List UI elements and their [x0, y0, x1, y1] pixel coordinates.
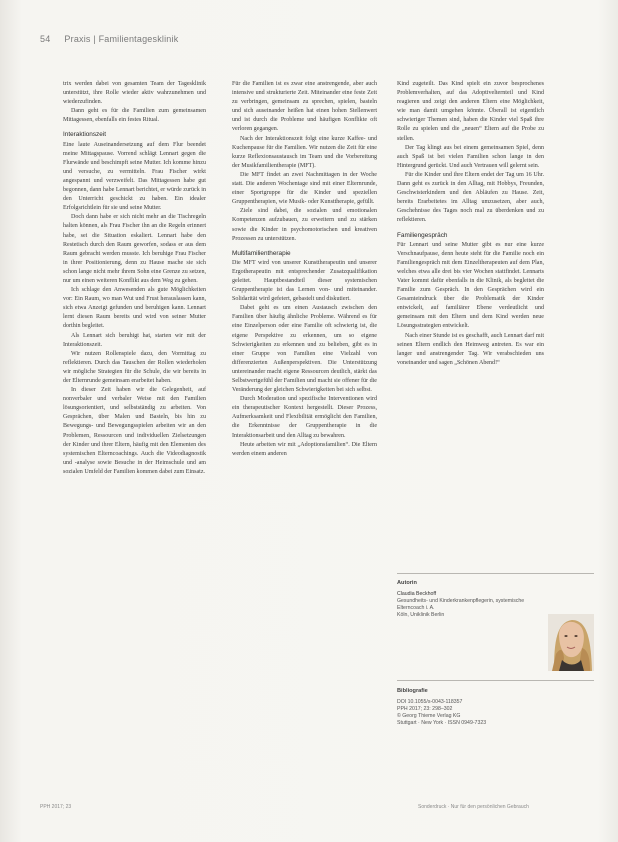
divider — [397, 573, 594, 574]
text-column-3 — [397, 80, 544, 368]
author-photo — [548, 614, 594, 671]
subheading-familiengespraech: Familiengespräch — [397, 231, 448, 239]
page-header — [40, 34, 178, 44]
paragraph: Für Lennart und seine Mutter gibt es nur eine kurze Verschnaufpause, denn heute steht für die Familie noch ein Familiengespräch mit dem Einzeltherapeuten auf dem Plan, welches etwa alle drei bis vier Wochen stattfindet. Lennarts Vater kommt dafür ebenfalls in die Klinik, als begleitet die Familie zum Gespräch. In den Gesprächen wird ein Gesamteindruck über die Problematik der Kinder entwickelt, auf familiärer Ebene verdeutlicht und gemeinsam mit den Eltern und dem Kind werden neue Lösungsstrategien entwickelt. — [397, 241, 544, 330]
paragraph: Nach einer Stunde ist es geschafft, auch Lennart darf mit seinen Eltern endlich den Heimweg antreten. Es war ein langer und anstrengender Tag. Wir verabschieden uns voneinander und sagen „Schönen Abend!“ — [397, 332, 544, 366]
paragraph: Durch Moderation und spezifische Interventionen wird ein therapeutischer Kontext hergestellt. Dieser Prozess, Aufmerksamkeit und Flexibilität ermöglicht den Familien, die Erkenntnisse der Gruppentherapie in die Interaktionsarbeit und den Alltag zu bewahren. — [232, 396, 377, 439]
paragraph: Wir nutzen Rollenspiele dazu, den Vormittag zu reflektieren. Durch das Tauschen der Rollen wiederholen wir mögliche Strategien für die Schule, die wir bereits in der Elternrunde gemeinsam erarbeitet haben. — [63, 350, 206, 384]
paragraph: Dabei geht es um einen Austausch zwischen den Familien über häufig ähnliche Probleme. Während es für eine Einzelperson oder eine Familie oft schwierig ist, die eigene Perspektive zu erkennen, um so eigene Schwierigkeiten zu erkennen und zu belieben, gibt es in einer Gruppe von Familien eine Vielzahl von differenzierten Außenperspektiven. Die Unterstützung untereinander macht eigene Ressourcen deutlich, stärkt das Selbstwertgefühl der Familien und macht sie offener für die Veränderung der gleichen Schwierigkeiten bei sich selbst. — [232, 305, 377, 394]
subheading-multifamilientherapie: Multifamilientherapie — [232, 249, 291, 257]
paragraph: Dann geht es für die Familien zum gemeinsamen Mittagessen, ebenfalls ein festes Ritual. — [63, 108, 206, 124]
footer-left: PPH 2017; 23 — [40, 804, 72, 810]
author-box — [397, 580, 549, 619]
paragraph: In dieser Zeit haben wir die Gelegenheit, auf nonverbaler und verbaler Weise mit den Familien lösungsorientiert, und selbstständig zu arbeiten. Von Gesprächen, über Malen und Basteln, bis hin zu Bewegungs- und Bewegungsspielen arbeiten wir an den Problemen, Ressourcen und individuellen Zielsetzungen der Kinder und ihrer Eltern, häufig mit den Elementen des systemischen Elterncoachings. Auch die Videodiagnostik und -analyse sowie Besuche in der Heimschule und am sozialen Umfeld der Familien kommen dabei zum Einsatz. — [63, 387, 206, 475]
paragraph: Doch dann habe er sich nicht mehr an die Tischregeln halten können, als Frau Fischer ihn an die Regeln erinnert habe, sei die Situation eskaliert. Lennart habe den Restetisch durch den Raum geworfen, sodass er aus dem Raum gebracht werden musste. Ich beruhige Frau Fischer in ihrer Positionierung, denn zu Hause mache sie sich schon lange nicht mehr ihrem Sohn eine Grenze zu setzen, nur um einen weiteren Konflikt aus dem Weg zu gehen. — [63, 214, 206, 284]
paragraph: Ich schlage den Anwesenden als gute Möglichkeiten vor: Ein Raum, wo man Wut und Frust herauslassen kann, sich etwa Anzeigt gefunden und beruhigen kann. Lennart lernt diesen Raum bereits und wird von seiner Mutter dorthin begleitet. — [63, 287, 206, 330]
bibliography-citation: PPH 2017; 23: 298–302 — [397, 706, 453, 712]
subheading-interaktionszeit: Interaktionszeit — [63, 131, 106, 139]
paragraph: Für die Familien ist es zwar eine anstrengende, aber auch intensive und strukturierte Zeit. Miteinander eine feste Zeit zu verbringen, gemeinsam zu sprechen, spielen, basteln und sich auseinander heißen hat einen hohen Stellenwert und ist durch die Probleme und häufigen Konflikte oft verloren gegangen. — [232, 81, 377, 133]
paragraph: trix werden dabei von gesamten Team der Tagesklinik unterstützt, ihre Rolle wieder aktiv wahrzunehmen und wiederzufinden. — [63, 81, 206, 106]
paragraph: Für die Kinder und ihre Eltern endet der Tag um 16 Uhr. Dann geht es zurück in den Alltag, mit Hobbys, Freunden, Geschwisterkindern und den Abläufen zu Hause. Zeit, bereits Erarbeitetes im Alltag umzusetzen, aber auch, Geschehnisse des Tages noch mal zu überdenken und zu reflektieren. — [397, 171, 544, 224]
bibliography-heading: Bibliografie — [397, 688, 428, 694]
author-heading: Autorin — [397, 580, 417, 586]
divider — [397, 680, 594, 681]
text-column-1 — [63, 80, 206, 477]
text-column-2 — [232, 80, 377, 459]
paragraph: Kind zugeteilt. Das Kind spielt ein zuvor besprochenes Problemverhalten, auf das Adoptivelternteil und Kind reagieren und zeigt den anderen Eltern eine Möglichkeit, wie man damit umgehen könnte. Überall ist eigentlich schwieriger Themen sind, haben die Kinder viel Spaß ihre Rolle zu spielen und die „neuen“ Eltern auf die Probe zu stellen. — [397, 81, 544, 142]
author-role: Gesundheits- und Kinderkrankenpflegerin, systemische Elterncoach i. A. — [397, 598, 525, 611]
bibliography-publisher: © Georg Thieme Verlag KG — [397, 713, 461, 719]
paragraph: Ziele sind dabei, die sozialen und emotionalen Kompetenzen aufzubauen, zu erweitern und zu stärken sowie die Kinder in psychomotorischen und kreativen Prozessen zu unterstützen. — [232, 208, 377, 242]
section-title: Praxis | Familientagesklinik — [64, 34, 179, 44]
paragraph: Als Lennart sich beruhigt hat, starten wir mit der Interaktionszeit. — [63, 332, 206, 348]
bibliography-box — [397, 688, 547, 727]
author-name: Claudia Beckhoff — [397, 591, 437, 597]
footer-right: Sonderdruck · Nur für den persönlichen Gebrauch — [418, 804, 529, 810]
bibliography-issn: Stuttgart · New York · ISSN 0949-7323 — [397, 720, 487, 726]
page-number: 54 — [40, 34, 51, 44]
paragraph: Die MFT findet an zwei Nachmittagen in der Woche statt. Die anderen Wochentage sind mit einer Elternrunde, einer Sportgruppe für die Kinder und speziellen Gruppentherapien, wie Musik- oder Kunsttherapie, gefüllt. — [232, 171, 377, 206]
bibliography-doi: DOI 10.1055/s-0043-118357 — [397, 699, 463, 705]
paragraph: Eine laute Auseinandersetzung auf dem Flur beendet meine Mittagspause. Vorrend schlägt Lennart gegen die Flurwände und beschimpft seine Mutter. Ich komme hinzu und versuche, zu vermitteln. Frau Fischer wirkt angespannt und verzweifelt. Das Mittagessen habe gut begonnen, dann habe Lennart berichtet, er würde zurück in den Unterricht geschickt zu haben. Ein idealer Erfolgsrichtlein für sie und seine Mutter. — [63, 141, 206, 212]
paragraph: Heute arbeiten wir mit „Adoptionsfamilien“. Die Eltern werden einem anderen — [232, 441, 377, 457]
paragraph: Die MFT wird von unserer Kunsttherapeutin und unserer Ergotherapeutin mit entsprechender Zusatzqualifikation geleitet. Hauptbestandteil dieser systemischen Gruppentherapie ist das Lernen von- und miteinander. Solidarität wird gefeiert, gebastelt und diskutiert. — [232, 259, 377, 303]
author-affiliation: Köln, Uniklinik Berlin — [397, 612, 445, 618]
paragraph: Der Tag klingt aus bei einem gemeinsamen Spiel, denn auch Spaß ist bei vielen Familien schon lange in den Hintergrund gerückt. Und auch Vertrauen will gelernt sein. — [397, 144, 544, 169]
paragraph: Nach der Interaktionszeit folgt eine kurze Kaffee- und Kuchenpause für die Familien. Wir nutzen die Zeit für eine kurze Reflexionsaustausch im Team und die Vorbereitung der Musikfamilientherapie (MFT). — [232, 135, 377, 169]
